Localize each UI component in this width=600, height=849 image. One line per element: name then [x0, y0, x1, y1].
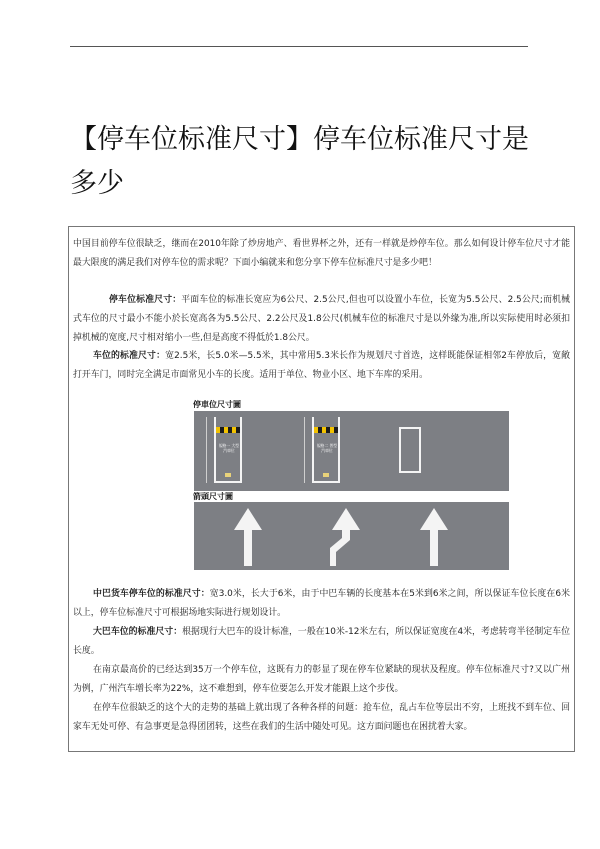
paragraph-lead: 大巴车位的标准尺寸： — [93, 627, 183, 637]
dimension-line — [304, 417, 305, 483]
dimension-line — [206, 417, 207, 483]
header-rule — [70, 46, 528, 47]
paragraph-text: 宽2.5米，长5.0米—5.5米，其中常用5.3米长作为规划尺寸首选，这样既能保证相邻2车停放后，宽敞打开车门，同时完全满足市面常见小车的长度。适用于单位、物业小区、地下车库的采用。 — [73, 351, 570, 380]
arrow-diagram — [194, 502, 509, 570]
paragraph-text: 在南京最高价的已经达到35万一个停车位，这既有力的彰显了现在停车位紧缺的现状及程度。停车位标准尺寸?又以广州为例，广州汽车增长率为22%，这不难想到，停车位要怎么开发才能跟上这个步伐。 — [73, 665, 570, 694]
document-frame — [68, 226, 575, 752]
turn-arrow-icon — [326, 508, 366, 566]
figure-label-slot: 停車位尺寸圖 — [193, 400, 241, 409]
paragraph-text: 在停车位很缺乏的这个大的走势的基础上就出现了各种各样的问题：抢车位，乱占车位等层出不穷，上班找不到车位、回家车无处可停、有急事更是急得团团转，这些在我们的生活中随处可见。这方面问题也在困扰着大家。 — [73, 703, 570, 732]
parking-slot-large — [214, 417, 242, 483]
paragraph-conclusion — [73, 699, 570, 737]
hazard-stripe — [216, 427, 240, 433]
slot-marker — [225, 473, 231, 477]
paragraph-lead: 停车位标准尺寸： — [109, 295, 182, 305]
paragraph-lead: 中巴货车停车位的标准尺寸： — [93, 589, 210, 599]
slot-caption: 規格一 大型汽車位 — [218, 443, 240, 453]
paragraph-text: 宽3.0米，长大于6米，由于中巴车辆的长度基本在5米到6米之间，所以保证车位长度在6米以上，停车位标准尺寸可根据场地实际进行规划设计。 — [73, 589, 571, 618]
slot-caption: 規格二 普型汽車位 — [316, 443, 338, 453]
parking-slot-standard — [312, 417, 340, 483]
figure-label-arrow: 箭頭尺寸圖 — [193, 492, 233, 501]
straight-arrow-icon — [414, 508, 454, 566]
page-title: 【停车位标准尺寸】停车位标准尺寸是多少 — [70, 124, 529, 199]
paragraph-car-size — [73, 347, 570, 385]
slot-marker — [323, 473, 329, 477]
parking-slot-diagram — [194, 411, 509, 491]
hazard-stripe — [314, 427, 338, 433]
paragraph-bus — [73, 623, 570, 661]
paragraph-standard-size — [73, 291, 570, 348]
paragraph-nanjing — [73, 661, 570, 699]
parking-slot-small — [399, 427, 421, 473]
paragraph-intro — [73, 235, 570, 273]
paragraph-text: 平面车位的标准长宽应为6公尺、2.5公尺,但也可以设置小车位，长宽为5.5公尺、2.5公尺;而机械式车位的尺寸最小不能小於长宽高各为5.5公尺、2.2公尺及1.8公尺(机械车位的标准尺寸是以外缘为准,所以实际使用时必须扣掉机械的宽度,尺寸相对缩小一些,但是高度不得低於1.8公尺。 — [73, 295, 571, 343]
paragraph-text: 根据现行大巴车的设计标准，一般在10米-12米左右，所以保证宽度在4米，考虑转弯半径制定车位长度。 — [73, 627, 571, 656]
paragraph-minibus — [73, 585, 570, 623]
paragraph-lead: 车位的标准尺寸： — [93, 351, 166, 361]
straight-arrow-icon — [228, 508, 268, 566]
paragraph-text: 中国目前停车位很缺乏，继而在2010年除了炒房地产、看世界杯之外，还有一样就是炒停车位。那么如何设计停车位尺寸才能最大限度的满足我们对停车位的需求呢？下面小编就来和您分享下停车位标准尺寸是多少吧！ — [73, 239, 570, 268]
